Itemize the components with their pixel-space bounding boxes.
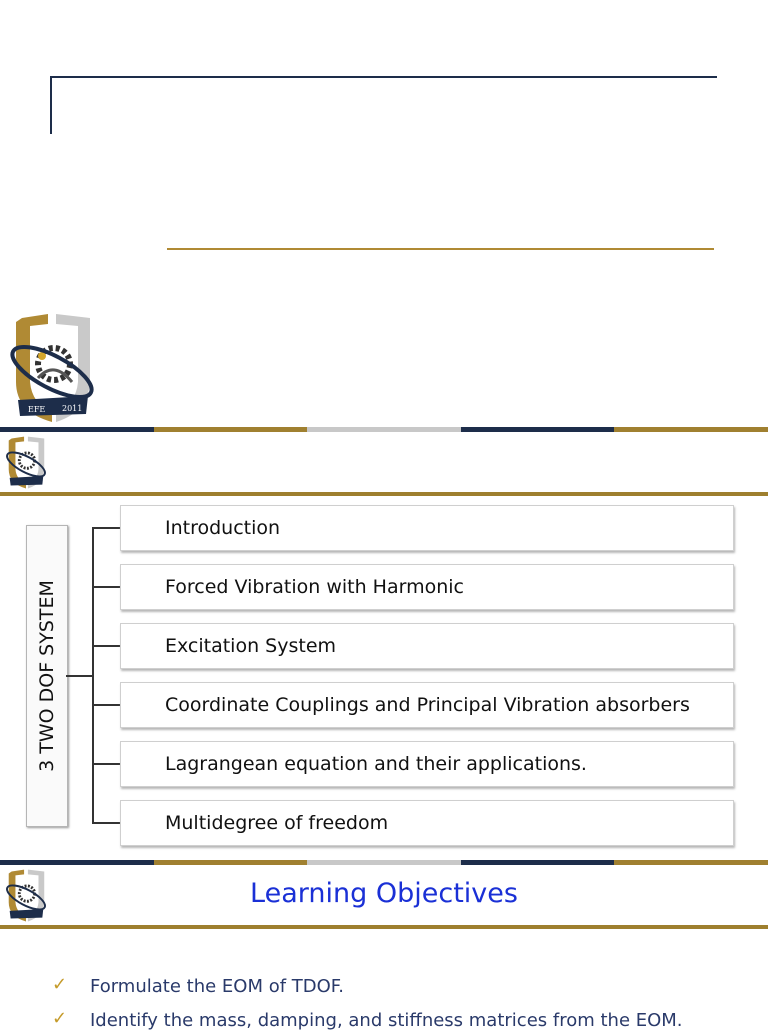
topic-item — [120, 505, 734, 551]
logo-text-right: 2011 — [62, 404, 83, 413]
logo-text-left: EFE — [28, 405, 46, 414]
slide2-header-gold-line — [0, 492, 768, 496]
topic-item-label: Excitation System — [165, 635, 337, 657]
segmented-divider-band — [0, 860, 768, 865]
topic-item-label: Multidegree of freedom — [165, 812, 389, 834]
topic-item — [120, 800, 734, 846]
topic-item — [120, 741, 734, 787]
topic-item — [120, 682, 734, 728]
segmented-divider-band — [0, 427, 768, 432]
tree-branch — [92, 704, 120, 706]
objective-item: Identify the mass, damping, and stiffness matrices from the EOM. — [90, 1010, 683, 1031]
tree-branch — [92, 822, 120, 824]
title-frame-top-line — [51, 76, 717, 78]
learning-objectives-title: Learning Objectives — [250, 878, 518, 909]
tree-branch — [92, 527, 120, 529]
checkmark-icon: ✓ — [52, 1008, 68, 1029]
tree-branch — [92, 586, 120, 588]
tree-connector-stem — [66, 675, 93, 677]
university-logo-small — [2, 434, 50, 492]
tree-connector-spine — [92, 527, 94, 824]
tree-branch — [92, 763, 120, 765]
title-frame-left-line — [50, 76, 52, 134]
topic-item-label: Introduction — [165, 517, 281, 539]
checkmark-icon: ✓ — [52, 974, 68, 995]
topic-item-label: Coordinate Couplings and Principal Vibration absorbers — [165, 694, 690, 716]
university-logo — [2, 312, 102, 426]
objective-item: Formulate the EOM of TDOF. — [90, 976, 344, 997]
subtitle-gold-rule — [167, 248, 714, 250]
topic-item-label: Forced Vibration with Harmonic — [165, 576, 464, 598]
slide3-header-gold-line — [0, 925, 768, 929]
tree-branch — [92, 645, 120, 647]
topic-item-label: Lagrangean equation and their applications. — [165, 753, 587, 775]
topic-item — [120, 623, 734, 669]
topic-vertical-label-box — [26, 525, 68, 827]
topic-vertical-label: 3 TWO DOF SYSTEM — [36, 580, 58, 772]
topic-item — [120, 564, 734, 610]
